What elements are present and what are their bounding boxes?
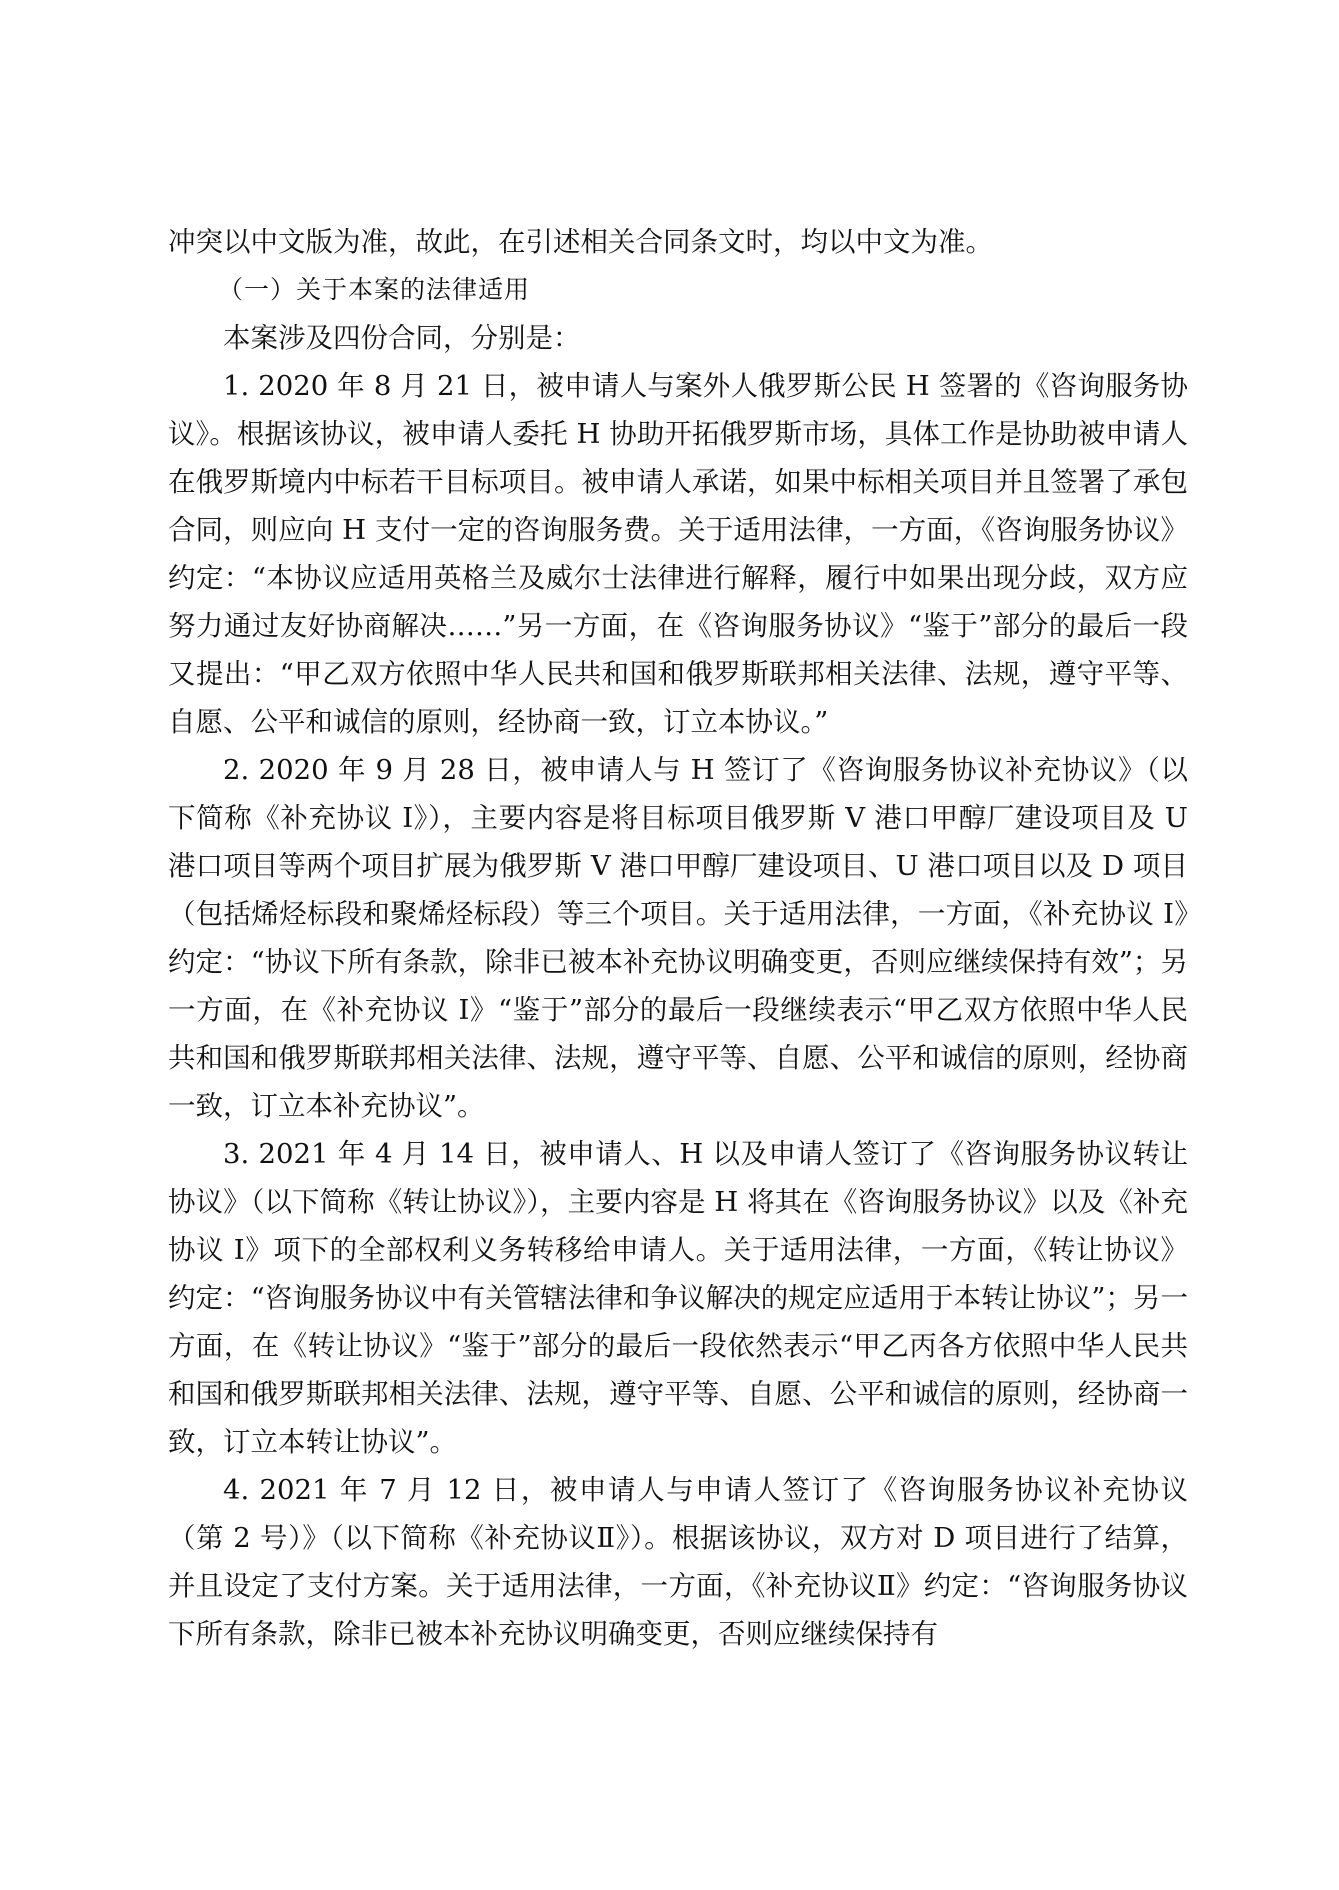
contract-4-paragraph: 4. 2021 年 7 月 12 日，被申请人与申请人签订了《咨询服务协议补充协议（第 2 号）》（以下简称《补充协议Ⅱ》）。根据该协议，双方对 D 项目进行了结算，并且设定了支付方案。关于适用法律，一方面，《补充协议Ⅱ》约定：“咨询服务协议下所有条款，除非已被本补充协议明确变更，否则应继续保持有 — [168, 1474, 1188, 1650]
contract-1-paragraph: 1. 2020 年 8 月 21 日，被申请人与案外人俄罗斯公民 H 签署的《咨询服务协议》。根据该协议，被申请人委托 H 协助开拓俄罗斯市场，具体工作是协助被申请人在俄罗斯境内中标若干目标项目。被申请人承诺，如果中标相关项目并且签署了承包合同，则应向 H 支付一定的咨询服务费。关于适用法律，一方面，《咨询服务协议》约定：“本协议应适用英格兰及威尔士法律进行解释，履行中如果出现分歧，双方应努力通过友好协商解决……”另一方面，在《咨询服务协议》“鉴于”部分的最后一段又提出：“甲乙双方依照中华人民共和国和俄罗斯联邦相关法律、法规，遵守平等、自愿、公平和诚信的原则，经协商一致，订立本协议。” — [168, 370, 1188, 738]
contract-2-paragraph: 2. 2020 年 9 月 28 日，被申请人与 H 签订了《咨询服务协议补充协议》（以下简称《补充协议 I》），主要内容是将目标项目俄罗斯 V 港口甲醇厂建设项目及 U 港口项目等两个项目扩展为俄罗斯 V 港口甲醇厂建设项目、U 港口项目以及 D 项目（包括烯烃标段和聚烯烃标段）等三个项目。关于适用法律，一方面，《补充协议 I》约定：“协议下所有条款，除非已被本补充协议明确变更，否则应继续保持有效”；另一方面，在《补充协议 I》“鉴于”部分的最后一段继续表示“甲乙双方依照中华人民共和国和俄罗斯联邦相关法律、法规，遵守平等、自愿、公平和诚信的原则，经协商一致，订立本补充协议”。 — [168, 754, 1188, 1122]
intro-paragraph: 本案涉及四份合同，分别是： — [223, 322, 581, 354]
continuation-paragraph: 冲突以中文版为准，故此，在引述相关合同条文时，均以中文为准。 — [168, 226, 993, 258]
contract-3-paragraph: 3. 2021 年 4 月 14 日，被申请人、H 以及申请人签订了《咨询服务协议转让协议》（以下简称《转让协议》），主要内容是 H 将其在《咨询服务协议》以及《补充协议 I》项下的全部权利义务转移给申请人。关于适用法律，一方面，《转让协议》约定：“咨询服务协议中有关管辖法律和争议解决的规定应适用于本转让协议”；另一方面，在《转让协议》“鉴于”部分的最后一段依然表示“甲乙丙各方依照中华人民共和国和俄罗斯联邦相关法律、法规，遵守平等、自愿、公平和诚信的原则，经协商一致，订立本转让协议”。 — [168, 1138, 1188, 1458]
document-body — [168, 218, 1188, 1658]
section-heading: （一）关于本案的法律适用 — [218, 275, 531, 304]
